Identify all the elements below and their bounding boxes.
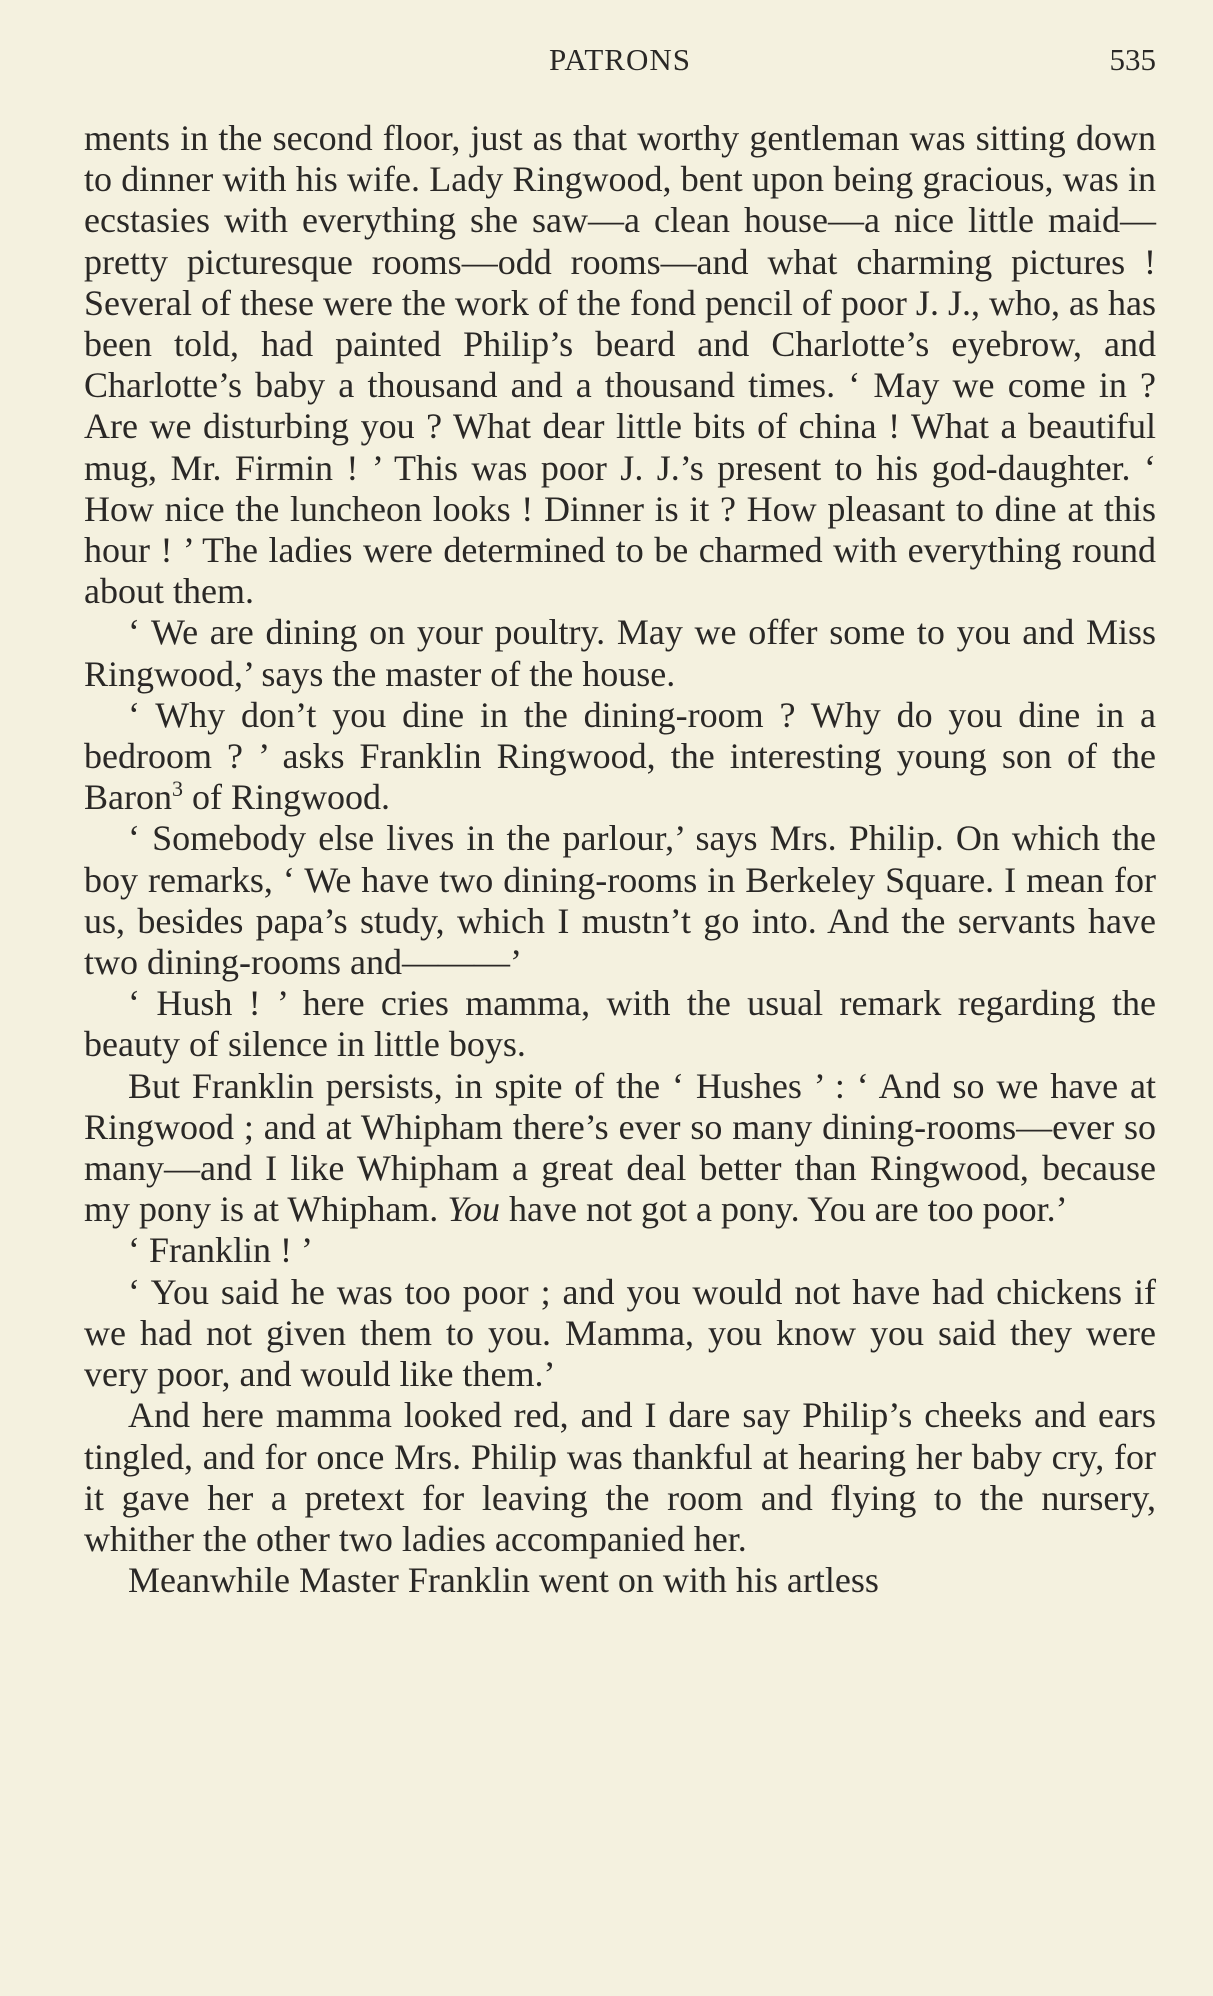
paragraph-franklin-exclamation: ‘ Franklin ! ’ bbox=[128, 1230, 313, 1271]
paragraph-text: of Ringwood. bbox=[182, 777, 390, 818]
paragraph-parlour: ‘ Somebody else lives in the parlour,’ says Mrs. Philip. On which the boy remarks, ‘ We have two dining-rooms in Berkeley Square. I mean for us, besides papa’s study, which I mustn’t go into. And the servants have two dining-rooms and———’ bbox=[84, 818, 1156, 983]
paragraph-poultry: ‘ We are dining on your poultry. May we offer some to you and Miss Ringwood,’ says the master of the house. bbox=[84, 612, 1156, 694]
paragraph-dining-room-question bbox=[84, 695, 1156, 819]
paragraph-mamma-red: And here mamma looked red, and I dare say Philip’s cheeks and ears tingled, and for once Mrs. Philip was thankful at hearing her baby cry, for it gave her a pretext for leaving the room and flying to the nursery, whither the other two ladies accompanied her. bbox=[84, 1395, 1156, 1559]
paragraph-too-poor: ‘ You said he was too poor ; and you would not have had chickens if we had not given them to you. Mamma, you know you said they were very poor, and would like them.’ bbox=[84, 1271, 1156, 1395]
running-header bbox=[84, 42, 1156, 82]
paragraph-text: have not got a pony. You are too poor.’ bbox=[500, 1189, 1068, 1230]
paragraph-franklin-persists bbox=[84, 1066, 1156, 1231]
running-title: PATRONS bbox=[549, 42, 691, 77]
footnote-reference: 3 bbox=[171, 776, 183, 802]
paragraph-meanwhile: Meanwhile Master Franklin went on with his artless bbox=[128, 1560, 879, 1601]
body-text bbox=[84, 118, 1156, 1601]
emphasis-text: You bbox=[447, 1189, 501, 1230]
paragraph-text: But Franklin persists, in spite of the ‘ Hushes ’ : ‘ And so we have at Ringwood ; and at Whipham there’s ever so many dining-rooms—ever so many—and I like Whipham a great deal better than Ringwood, because my pony is at Whipham. bbox=[84, 1065, 1156, 1230]
paragraph-text: ‘ Why don’t you dine in the dining-room ? Why do you dine in a bedroom ? ’ asks Franklin Ringwood, the interesting young son of the Baron bbox=[84, 694, 1156, 818]
page-number: 535 bbox=[1109, 42, 1156, 77]
paragraph-continued: ments in the second floor, just as that worthy gentleman was sitting down to dinner with his wife. Lady Ringwood, bent upon being gracious, was in ecstasies with everything she saw—a clean house—a nice little maid—pretty picturesque rooms—odd rooms—and what charming pictures ! Several of these were the work of the fond pencil of poor J. J., who, as has been told, had painted Philip’s beard and Charlotte’s eyebrow, and Charlotte’s baby a thousand and a thousand times. ‘ May we come in ? Are we disturbing you ? What dear little bits of china ! What a beautiful mug, Mr. Firmin ! ’ This was poor J. J.’s present to his god-daughter. ‘ How nice the luncheon looks ! Dinner is it ? How pleasant to dine at this hour ! ’ The ladies were determined to be charmed with everything round about them. bbox=[84, 118, 1156, 612]
paragraph-hush: ‘ Hush ! ’ here cries mamma, with the usual remark regarding the beauty of silence in little boys. bbox=[84, 983, 1156, 1065]
